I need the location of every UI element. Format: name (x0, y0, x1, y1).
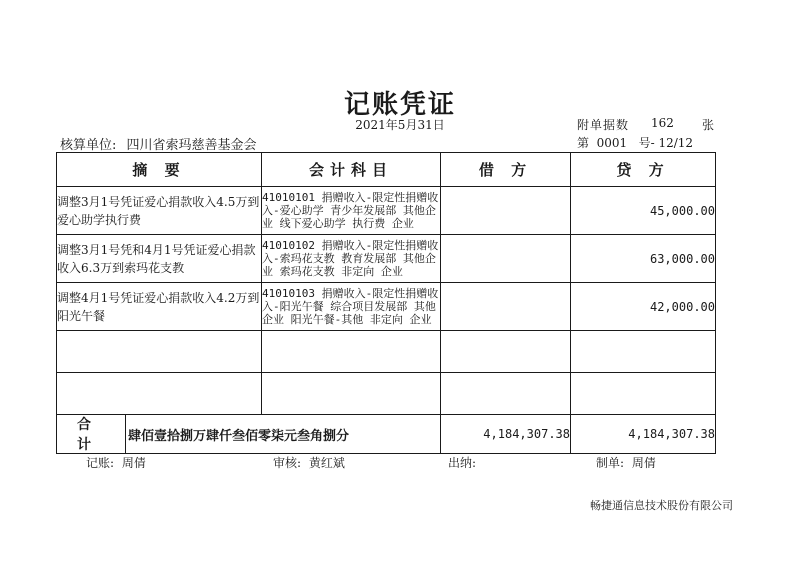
row-credit: 45,000.00 (571, 187, 716, 235)
row-summary: 调整3月1号凭和4月1号凭证爱心捐款收入6.3万到索玛花支教 (57, 235, 262, 283)
total-credit: 4,184,307.38 (571, 415, 716, 454)
bookkeeper-name: 周倩 (121, 456, 146, 470)
total-debit: 4,184,307.38 (441, 415, 571, 454)
reviewer-signature (273, 454, 345, 471)
total-row (57, 415, 716, 454)
cashier-label: 出纳: (448, 456, 477, 470)
row-account: 41010101 捐赠收入-限定性捐赠收入-爱心助学 青少年发展部 其他企业 线下爱心助学 执行费 企业 (262, 187, 441, 235)
row-summary: 调整4月1号凭证爱心捐款收入4.2万到阳光午餐 (57, 283, 262, 331)
cashier-signature (448, 454, 480, 471)
empty-row (57, 331, 716, 373)
total-in-words: 肆佰壹拾捌万肆仟叁佰零柒元叁角捌分 (128, 428, 350, 444)
table-row (57, 187, 716, 235)
bookkeeper-signature (86, 454, 146, 471)
row-credit: 63,000.00 (571, 235, 716, 283)
attachments-label: 附单据数 (577, 118, 630, 132)
header-summary: 摘 要 (57, 153, 262, 187)
voucher-table (56, 152, 716, 454)
row-debit (441, 235, 571, 283)
accounting-unit (60, 134, 257, 153)
voucher-title: 记账凭证 (343, 90, 456, 120)
attachments-count: 162 (651, 116, 674, 130)
table-row (57, 235, 716, 283)
preparer-label: 制单: (596, 456, 625, 470)
row-debit (441, 187, 571, 235)
table-header-row (57, 153, 716, 187)
unit-name: 四川省索玛慈善基金会 (126, 138, 257, 153)
attachments-unit: 张 (702, 118, 715, 132)
header-account: 会计科目 (262, 153, 441, 187)
software-company: 畅捷通信息技术股份有限公司 (590, 499, 733, 512)
preparer-name: 周倩 (631, 456, 656, 470)
header-debit: 借 方 (441, 153, 571, 187)
bookkeeper-label: 记账: (86, 456, 115, 470)
header-credit: 贷 方 (571, 153, 716, 187)
attachments-info (577, 116, 715, 133)
unit-label: 核算单位: (60, 138, 117, 153)
table-row (57, 283, 716, 331)
row-debit (441, 283, 571, 331)
row-credit: 42,000.00 (571, 283, 716, 331)
voucher-date: 2021年5月31日 (355, 118, 445, 132)
preparer-signature (596, 454, 656, 471)
row-account: 41010102 捐赠收入-限定性捐赠收入-索玛花支教 教育发展部 其他企业 索玛花支教 非定向 企业 (262, 235, 441, 283)
empty-row (57, 373, 716, 415)
row-summary: 调整3月1号凭证爱心捐款收入4.5万到爱心助学执行费 (57, 187, 262, 235)
reviewer-label: 审核: (273, 456, 302, 470)
voucher-number: 第 0001 号- 12/12 (577, 136, 694, 150)
total-label: 合 计 (57, 415, 126, 453)
row-account: 41010103 捐赠收入-限定性捐赠收入-阳光午餐 综合项目发展部 其他企业 阳光午餐-其他 非定向 企业 (262, 283, 441, 331)
reviewer-name: 黄红斌 (308, 456, 345, 470)
